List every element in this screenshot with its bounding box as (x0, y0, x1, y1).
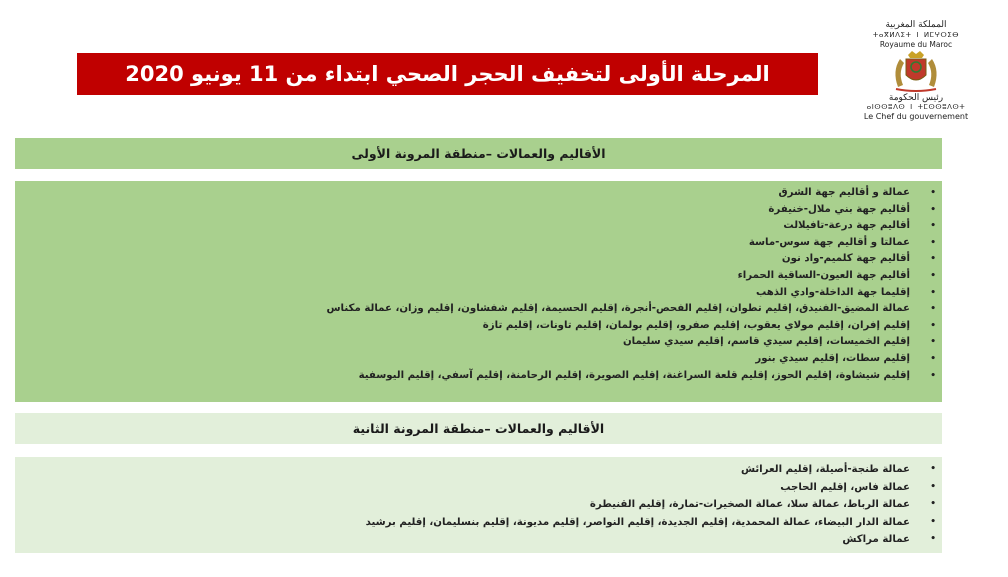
list-item-text: عمالة طنجة-أصيلة، إقليم العرائش (740, 464, 910, 475)
list-item (25, 479, 936, 497)
list-item-text: إقليم سطات، إقليم سيدي بنور (755, 352, 910, 364)
bullet-icon: • (930, 320, 936, 331)
zone-1-list-panel (15, 181, 942, 402)
list-item (25, 235, 936, 252)
emblem-tifinagh-head: ⴰⵏⵙⵙⵓⴷⵙ ⵏ ⵜⵎⵙⵙⵓⴷⵙⵜ (866, 103, 966, 111)
list-item-text: إقليم الخميسات، إقليم سيدي قاسم، إقليم سيدي سليمان (622, 336, 910, 348)
list-item (25, 301, 936, 318)
bullet-icon: • (930, 237, 936, 248)
list-item (25, 218, 936, 235)
list-item-text: عمالة الدار البيضاء، عمالة المحمدية، إقليم الجديدة، إقليم النواصر، إقليم مديونة، إقليم بنسليمان، إقليم برشيد (365, 516, 910, 528)
government-emblem (856, 20, 976, 126)
bullet-icon: • (930, 270, 936, 281)
bullet-icon: • (930, 287, 936, 298)
page-title: المرحلة الأولى لتخفيف الحجر الصحي ابتداء من 11 يونيو 2020 (77, 53, 818, 95)
list-item-text: إقليما جهة الداخلة-وادي الذهب (755, 286, 910, 298)
list-item-text: عمالة الرباط، عمالة سلا، عمالة الصخيرات-تمارة، إقليم القنيطرة (589, 499, 910, 511)
emblem-arabic-kingdom: المملكة المغربية (885, 20, 947, 30)
list-item-text: عمالة و أقاليم جهة الشرق (778, 187, 910, 198)
list-item (25, 496, 936, 514)
list-item-text: أقاليم جهة العيون-الساقية الحمراء (737, 269, 910, 281)
list-item-text: عمالة مراكش (842, 534, 910, 546)
list-item-text: أقاليم جهة بني ملال-خنيفرة (768, 203, 910, 215)
bullet-icon: • (930, 499, 936, 510)
bullet-icon: • (930, 254, 936, 265)
bullet-icon: • (930, 304, 936, 315)
zone-2-list (25, 461, 936, 549)
emblem-tifinagh-kingdom: ⵜⴰⴳⵍⴷⵉⵜ ⵏ ⵍⵎⵖⵔⵉⴱ (872, 31, 960, 39)
list-item (25, 202, 936, 219)
zone-1-heading: الأقاليم والعمالات –منطقة المرونة الأولى (15, 138, 942, 169)
bullet-icon: • (930, 188, 936, 198)
list-item-text: إقليم إفران، إقليم مولاي يعقوب، إقليم صفرو، إقليم بولمان، إقليم تاونات، إقليم تازة (482, 319, 910, 331)
zone-2-list-panel (15, 457, 942, 553)
list-item-text: عمالتا و أقاليم جهة سوس-ماسة (748, 236, 910, 248)
emblem-arabic-head: رئيس الحكومة (888, 93, 944, 103)
list-item-text: أقاليم جهة كلميم-واد نون (781, 253, 910, 265)
list-item (25, 351, 936, 368)
list-item (25, 368, 936, 385)
list-item-text: أقاليم جهة درعة-تافيلالت (783, 220, 910, 232)
bullet-icon: • (930, 534, 936, 545)
emblem-french-kingdom: Royaume du Maroc (879, 40, 953, 49)
list-item (25, 285, 936, 302)
list-item (25, 334, 936, 351)
list-item (25, 514, 936, 532)
zone-2-heading: الأقاليم والعمالات –منطقة المرونة الثانية (15, 413, 942, 444)
bullet-icon: • (930, 353, 936, 364)
list-item-text: إقليم شيشاوة، إقليم الحوز، إقليم قلعة السراغنة، إقليم الصويرة، إقليم الرحامنة، إقليم آسفي، إقليم اليوسفية (358, 369, 910, 381)
list-item (25, 185, 936, 202)
list-item (25, 531, 936, 549)
bullet-icon: • (930, 481, 936, 492)
list-item-text: عمالة فاس، إقليم الحاجب (780, 481, 910, 493)
list-item (25, 251, 936, 268)
list-item-text: عمالة المضيق-الفنيدق، إقليم تطوان، إقليم الفحص-أنجرة، إقليم الحسيمة، إقليم شفشاون، إقليم وزان، عمالة مكناس (326, 303, 910, 315)
emblem-french-head: Le Chef du gouvernement (863, 112, 969, 121)
bullet-icon: • (930, 337, 936, 348)
coat-of-arms-icon (856, 49, 976, 93)
list-item (25, 318, 936, 335)
list-item (25, 268, 936, 285)
bullet-icon: • (930, 370, 936, 381)
list-item (25, 461, 936, 479)
bullet-icon: • (930, 221, 936, 232)
zone-1-list (25, 185, 936, 384)
bullet-icon: • (930, 464, 936, 474)
bullet-icon: • (930, 516, 936, 527)
bullet-icon: • (930, 204, 936, 215)
